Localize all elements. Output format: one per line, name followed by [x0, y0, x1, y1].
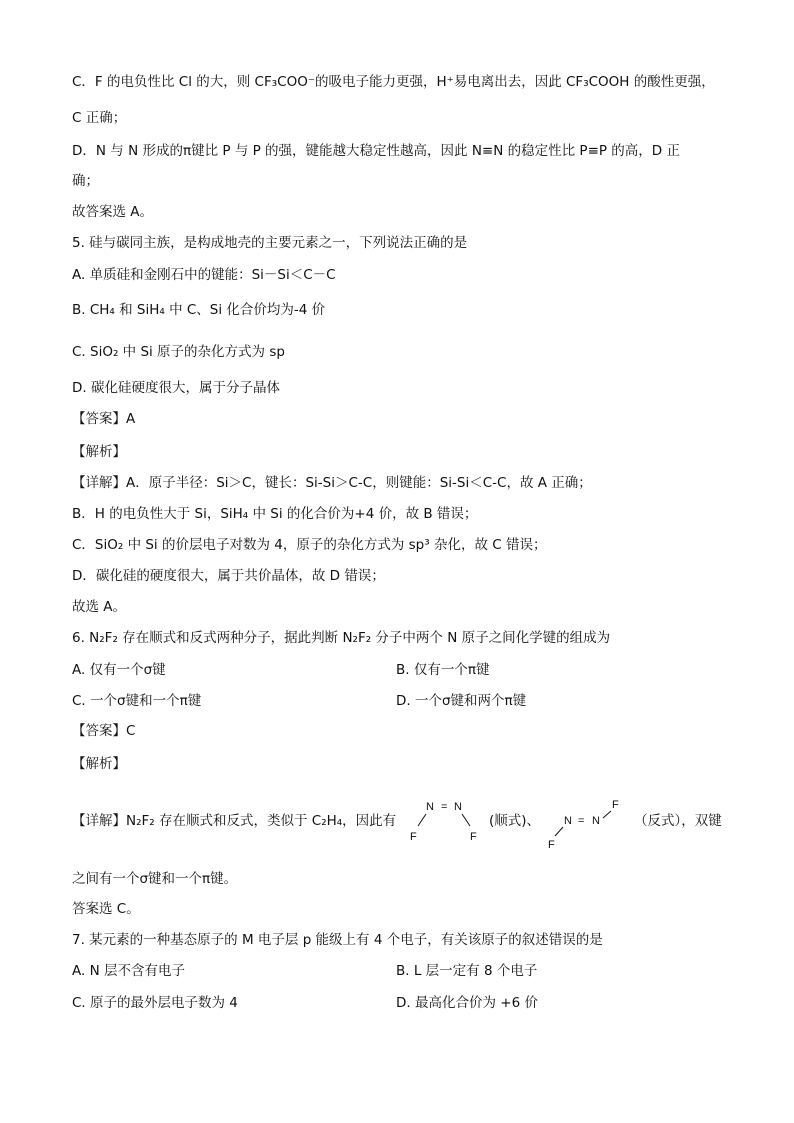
- q4-option-c-explanation-line2: C 正确；: [72, 110, 127, 126]
- q5-option-c: C. SiO₂ 中 Si 原子的杂化方式为 sp: [72, 344, 285, 360]
- trans-atom-f1: F: [612, 799, 619, 811]
- q6-analysis-label: 【解析】: [72, 756, 126, 772]
- cis-atom-f1: F: [410, 831, 417, 843]
- trans-n2f2-structure: [546, 794, 630, 852]
- q6-option-a: A. 仅有一个σ键: [72, 662, 166, 678]
- q5-detail-line2: B．H 的电负性大于 Si，SiH₄ 中 Si 的化合价为+4 价，故 B 错误；: [72, 506, 478, 522]
- q6-stem: 6. N₂F₂ 存在顺式和反式两种分子，据此判断 N₂F₂ 分子中两个 N 原子之间化学键的组成为: [72, 630, 611, 646]
- q6-trans-label: （反式），双键: [634, 813, 722, 829]
- q6-conclusion: 答案选 C。: [72, 901, 140, 917]
- trans-bond-n1-f: [555, 827, 563, 836]
- cis-atom-n2: N: [454, 801, 462, 813]
- q5-option-a: A. 单质硅和金刚石中的键能：Si－Si＜C－C: [72, 267, 336, 283]
- cis-atom-f2: F: [470, 831, 477, 843]
- q5-stem: 5. 硅与碳同主族，是构成地壳的主要元素之一，下列说法正确的是: [72, 235, 468, 251]
- q4-option-c-explanation-line1: C．F 的电负性比 Cl 的大，则 CF₃COO⁻的吸电子能力更强，H⁺易电离出去，因此 CF₃COOH 的酸性更强，: [72, 74, 715, 90]
- cis-bond-n1-f: [418, 814, 426, 826]
- q7-option-b: B. L 层一定有 8 个电子: [396, 963, 538, 979]
- q6-option-d: D. 一个σ键和两个π键: [396, 693, 527, 709]
- q5-detail-line3: C．SiO₂ 中 Si 的价层电子对数为 4，原子的杂化方式为 sp³ 杂化，故 C 错误；: [72, 537, 547, 553]
- q7-option-d: D. 最高化合价为 +6 价: [396, 995, 538, 1011]
- q7-stem: 7. 某元素的一种基态原子的 M 电子层 p 能级上有 4 个电子，有关该原子的叙述错误的是: [72, 932, 603, 948]
- q5-conclusion: 故选 A。: [72, 599, 127, 615]
- q6-cis-label: (顺式)、: [489, 813, 541, 829]
- q6-option-b: B. 仅有一个π键: [396, 662, 490, 678]
- q6-detail-line2: 之间有一个σ键和一个π键。: [72, 871, 238, 887]
- q5-answer: 【答案】A: [72, 411, 136, 427]
- cis-double-bond: =: [441, 801, 448, 813]
- q6-detail-prefix: 【详解】N₂F₂ 存在顺式和反式，类似于 C₂H₄，因此有: [72, 813, 397, 829]
- q4-option-d-explanation-line2: 确；: [72, 173, 99, 189]
- q5-detail-line4: D．碳化硅的硬度很大，属于共价晶体，故 D 错误；: [72, 568, 385, 584]
- q6-answer: 【答案】C: [72, 723, 136, 739]
- q5-option-d: D. 碳化硅硬度很大，属于分子晶体: [72, 380, 280, 396]
- trans-atom-f2: F: [548, 839, 555, 851]
- q4-conclusion: 故答案选 A。: [72, 204, 154, 220]
- trans-bond-n2-f: [603, 811, 611, 818]
- trans-double-bond: =: [578, 815, 585, 827]
- q7-option-a: A. N 层不含有电子: [72, 963, 185, 979]
- q4-option-d-explanation-line1: D．N 与 N 形成的π键比 P 与 P 的强，键能越大稳定性越高，因此 N≡N 的稳定性比 P≡P 的高，D 正: [72, 143, 680, 159]
- q5-detail-line1: 【详解】A．原子半径：Si＞C，键长：Si-Si＞C-C，则键能：Si-Si＜C-C，故 A 正确；: [72, 475, 592, 491]
- q5-analysis-label: 【解析】: [72, 444, 126, 460]
- cis-bond-n2-f: [462, 814, 470, 826]
- cis-n2f2-structure: [404, 796, 484, 844]
- trans-atom-n2: N: [592, 815, 600, 827]
- q5-option-b: B. CH₄ 和 SiH₄ 中 C、Si 化合价均为-4 价: [72, 302, 326, 318]
- q7-option-c: C. 原子的最外层电子数为 4: [72, 995, 238, 1011]
- cis-atom-n1: N: [426, 801, 434, 813]
- trans-atom-n1: N: [564, 815, 572, 827]
- q6-option-c: C. 一个σ键和一个π键: [72, 693, 202, 709]
